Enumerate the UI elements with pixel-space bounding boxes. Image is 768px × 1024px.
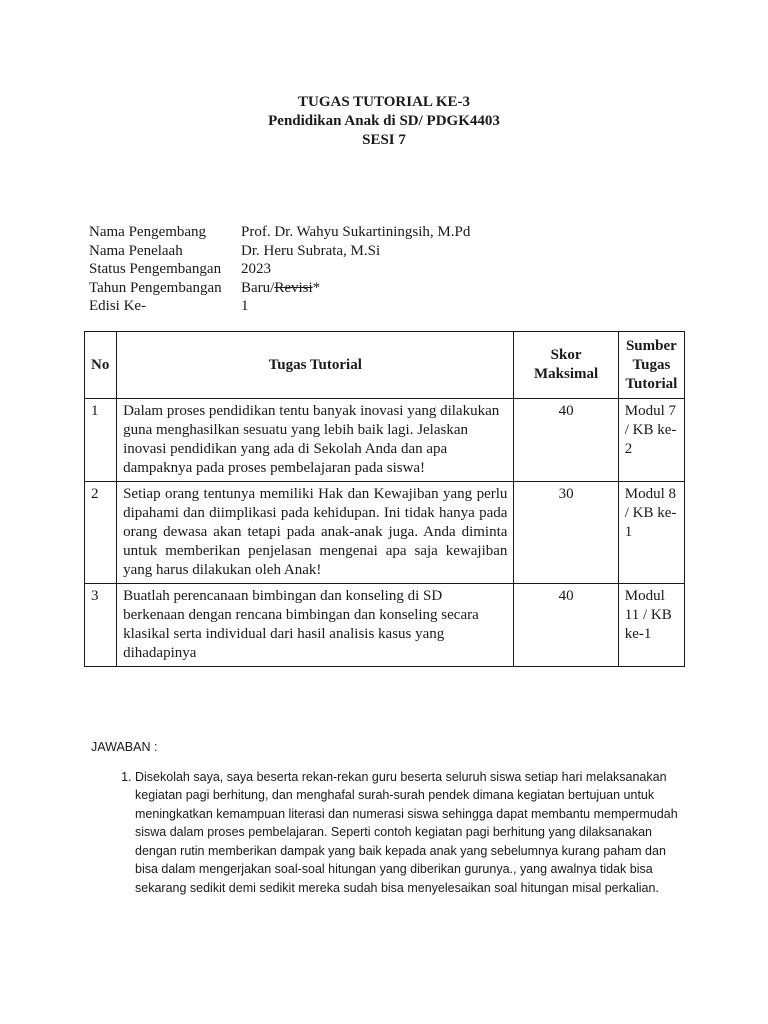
info-label: Tahun Pengembangan [89, 279, 222, 296]
info-label: Nama Penelaah [89, 242, 183, 259]
header-source: Sumber Tugas Tutorial [618, 332, 684, 399]
info-block [89, 223, 470, 316]
answers-title: JAWABAN : [91, 740, 158, 754]
row-score: 30 [514, 482, 618, 584]
tutorial-tasks-table [84, 331, 685, 667]
document-header [0, 93, 768, 150]
row-score: 40 [514, 399, 618, 482]
row-task: Dalam proses pendidikan tentu banyak inovasi yang dilakukan guna menghasilkan sesuatu yang lebih baik lagi. Jelaskan inovasi pendidikan yang ada di Sekolah Anda dan apa dampaknya pada proses pembelajaran pada siswa! [117, 399, 514, 482]
row-score: 40 [514, 584, 618, 667]
doc-title: TUGAS TUTORIAL KE-3 [298, 94, 470, 110]
row-task: Buatlah perencanaan bimbingan dan konseling di SD berkenaan dengan rencana bimbingan dan konseling secara klasikal serta individual dari hasil analisis kasus yang dihadapinya [117, 584, 514, 667]
info-row-status [89, 260, 470, 279]
info-value-revisi-struck: Revisi [274, 279, 313, 296]
info-value: Dr. Heru Subrata, M.Si [241, 242, 381, 259]
row-source: Modul 8 / KB ke-1 [618, 482, 684, 584]
answers-section [91, 738, 691, 897]
course-title: Pendidikan Anak di SD/ PDGK4403 [268, 113, 500, 129]
row-task: Setiap orang tentunya memiliki Hak dan Kewajiban yang perlu dipahami dan diimplikasi pada kehidupan. Ini tidak hanya pada orang dewasa akan tetapi pada anak-anak juga. Anda diminta untuk memberikan penjelasan mengenai apa saja kewajiban yang harus dilakukan oleh Anak! [117, 482, 514, 584]
session-title: SESI 7 [362, 132, 406, 148]
info-value [241, 279, 320, 298]
header-task: Tugas Tutorial [117, 332, 514, 399]
row-no: 3 [85, 584, 117, 667]
info-row-tahun [89, 279, 470, 298]
header-score: Skor Maksimal [514, 332, 618, 399]
info-row-edisi [89, 297, 470, 316]
answer-item: 1. Disekolah saya, saya beserta rekan-rekan guru beserta seluruh siswa setiap hari melaksanakan kegiatan pagi berhitung, dan menghafal surah-surah pendek dimana kegiatan bertujuan untuk meningkatkan kemampuan literasi dan numerasi siswa sehingga dapat membantu mempermudah siswa dalam proses pembelajaran. Seperti contoh kegiatan pagi berhitung yang dilaksanakan dengan rutin memberikan dampak yang baik kepada anak yang sebelumnya kurang paham dan bisa dalam mengerjakan soal-soal hitungan yang diberikan gurunya., yang awalnya tidak bisa sekarang sedikit demi sedikit mereka sudah bisa menyelesaikan soal hitungan misal perkalian. [135, 768, 691, 898]
header-no: No [85, 332, 117, 399]
info-row-penelaah [89, 242, 470, 261]
info-row-pengembang [89, 223, 470, 242]
table-row [85, 482, 685, 584]
info-value: Prof. Dr. Wahyu Sukartiningsih, M.Pd [241, 224, 471, 240]
info-label: Edisi Ke- [89, 298, 147, 314]
table-row [85, 584, 685, 667]
answers-list [91, 768, 691, 898]
row-source: Modul 7 / KB ke-2 [618, 399, 684, 482]
table-row [85, 399, 685, 482]
info-value: 1 [241, 298, 249, 314]
info-value-asterisk: * [312, 279, 321, 296]
row-source: Modul 11 / KB ke-1 [618, 584, 684, 667]
info-label: Status Pengembangan [89, 261, 222, 277]
row-no: 1 [85, 399, 117, 482]
info-value-baru: Baru/ [241, 279, 275, 296]
info-label: Nama Pengembang [89, 224, 207, 240]
row-no: 2 [85, 482, 117, 584]
table-header-row [85, 332, 685, 399]
info-value: 2023 [241, 261, 271, 277]
